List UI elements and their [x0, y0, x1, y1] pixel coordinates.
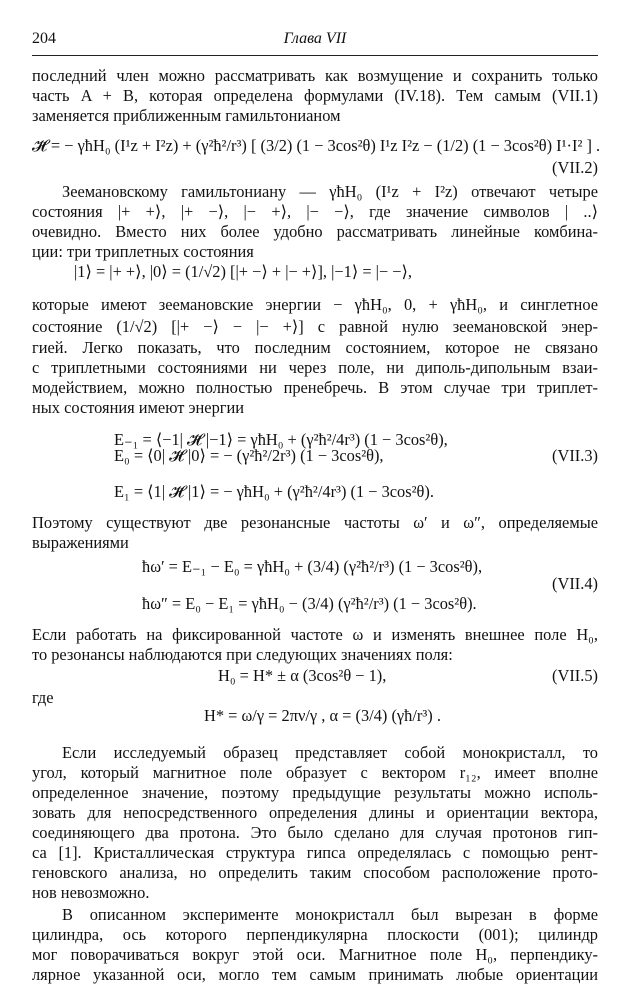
- text-line: состояния |+ +⟩, |+ −⟩, |− +⟩, |− −⟩, где значение символов | ..⟩: [32, 202, 598, 221]
- text-line: то резонансы наблюдаются при следующих значениях поля:: [32, 645, 453, 664]
- text-line: угол, который магнитное поле образует с вектором r₁₂, имеет вполне: [32, 763, 598, 782]
- text-line: зовать для непосредственного определения длины и ориентации вектора,: [32, 803, 598, 822]
- text-line: Если исследуемый образец представляет собой монокристалл, то: [62, 743, 598, 762]
- equation-definitions: H* = ω/γ = 2πν/γ , α = (3/4) (γħ/r³) .: [204, 706, 441, 725]
- running-title: Глава VII: [283, 30, 347, 47]
- text-line: Поэтому существуют две резонансные частоты ω′ и ω″, определяемые: [32, 513, 598, 532]
- text-line: выражениями: [32, 533, 129, 552]
- equation-energy-zero: E₀ = ⟨0| 𝓗̃ |0⟩ = − (γ²ħ²/2r³) (1 − 3cos²θ),: [114, 446, 384, 465]
- text-line: часть A + B, которая определена формулами (IV.18). Тем самым (VII.1): [32, 86, 598, 105]
- text-line: гией. Легко показать, что последним состоянием, которое не связано: [32, 338, 598, 357]
- text-line: очевидно. Вместо них более удобно рассматривать линейные комбина-: [32, 222, 598, 241]
- equation-resonance-field: H₀ = H* ± α (3cos²θ − 1),: [218, 666, 387, 685]
- equation-energy-one: E₁ = ⟨1| 𝓗̃ |1⟩ = − γħH₀ + (γ²ħ²/4r³) (1 − 3cos²θ).: [114, 482, 434, 501]
- page-number: 204: [32, 30, 56, 47]
- text-line: модействием, можно полностью пренебречь. В этом случае три триплет-: [32, 378, 598, 397]
- equation-number: (VII.5): [552, 666, 598, 685]
- text-line: которые имеют зеемановские энергии − γħH₀, 0, + γħH₀, и синглетное: [32, 295, 598, 314]
- text-line: ных состояния имеют энергии: [32, 398, 245, 417]
- text-line: В описанном эксперименте монокристалл был вырезан в форме: [62, 905, 598, 924]
- text-line: Зеемановскому гамильтониану — γħH₀ (I¹z + I²z) отвечают четыре: [62, 182, 598, 201]
- text-line: где: [32, 688, 54, 707]
- text-line: нов невозможно.: [32, 883, 150, 902]
- text-line: цилиндра, ось которого перпендикулярна плоскости (001); цилиндр: [32, 925, 598, 944]
- equation-number: (VII.3): [552, 446, 598, 465]
- text-line: заменяется приближенным гамильтонианом: [32, 106, 341, 125]
- equation-frequency-double-prime: ħω″ = E₀ − E₁ = γħH₀ − (3/4) (γ²ħ²/r³) (1 − 3cos²θ).: [142, 594, 477, 613]
- equation-frequency-prime: ħω′ = E₋₁ − E₀ = γħH₀ + (3/4) (γ²ħ²/r³) (1 − 3cos²θ),: [142, 557, 483, 576]
- header-rule: [32, 55, 598, 56]
- text-line: геновского анализа, но определить таким способом расположение прото-: [32, 863, 598, 882]
- text-line: мог поворачиваться вокруг этой оси. Магнитное поле H₀, перпендику-: [32, 945, 598, 964]
- text-line: с триплетными состояниями ни через поле, ни диполь-дипольным взаи-: [32, 358, 598, 377]
- text-line: состояние (1/√2) [|+ −⟩ − |− +⟩] с равной нулю зеемановской энер-: [32, 317, 598, 336]
- text-line: последний член можно рассматривать как возмущение и сохранить только: [32, 66, 598, 85]
- text-line: са [1]. Кристаллическая структура гипса определялась с помощью рент-: [32, 843, 598, 862]
- equation-number: (VII.2): [552, 158, 598, 177]
- equation-triplet-states: |1⟩ = |+ +⟩, |0⟩ = (1/√2) [|+ −⟩ + |− +⟩], |−1⟩ = |− −⟩,: [74, 262, 413, 281]
- text-line: соединяющего два протона. Это было сделано для случая протонов гип-: [32, 823, 598, 842]
- equation-number: (VII.4): [552, 574, 598, 593]
- equation-energy-minus-one: E₋₁ = ⟨−1| 𝓗̃ |−1⟩ = γħH₀ + (γ²ħ²/4r³) (1 − 3cos²θ),: [114, 430, 448, 449]
- page-header: [32, 30, 598, 52]
- text-line: Если работать на фиксированной частоте ω и изменять внешнее поле H₀,: [32, 625, 598, 644]
- text-line: ции: три триплетных состояния: [32, 242, 254, 261]
- text-line: определенное значение, поэтому предыдущие результаты можно исполь-: [32, 783, 598, 802]
- text-line: лярное указанной оси, могло тем самым принимать любые ориентации: [32, 965, 598, 984]
- equation-hamiltonian: 𝓗̃ = − γħH₀ (I¹z + I²z) + (γ²ħ²/r³) [ (3/2) (1 − 3cos²θ) I¹z I²z − (1/2) (1 − 3cos²θ) I¹·I² ] .: [32, 136, 601, 155]
